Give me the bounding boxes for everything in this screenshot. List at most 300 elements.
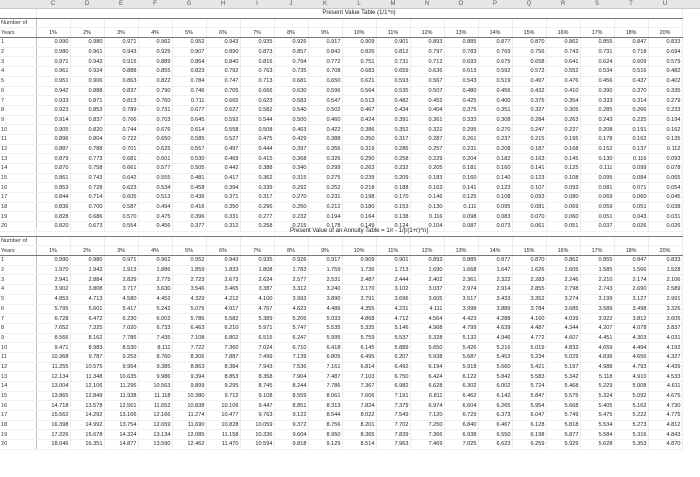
value-cell[interactable]: 2.283 [512,275,546,285]
value-cell[interactable]: 8.162 [70,333,104,343]
value-cell[interactable]: 15.562 [36,411,70,421]
value-cell[interactable]: 6.938 [444,430,478,440]
value-cell[interactable]: 0.650 [138,134,172,144]
year-cell[interactable]: 9 [0,115,36,125]
value-cell[interactable]: 0.432 [512,86,546,96]
blank-cell[interactable] [614,236,648,246]
value-cell[interactable]: 6.604 [444,401,478,411]
value-cell[interactable]: 0.317 [240,193,274,203]
value-cell[interactable]: 0.195 [546,134,580,144]
column-letter[interactable]: D [84,1,90,7]
value-cell[interactable]: 0.356 [308,144,342,154]
year-cell[interactable]: 1 [0,38,36,48]
value-cell[interactable]: 0.502 [308,105,342,115]
rate-header-cell[interactable]: 15% [512,246,546,256]
value-cell[interactable]: 0.980 [70,38,104,48]
value-cell[interactable]: 5.216 [478,343,512,353]
value-cell[interactable]: 0.087 [444,222,478,232]
value-cell[interactable]: 0.681 [274,76,308,86]
value-cell[interactable]: 0.376 [444,105,478,115]
value-cell[interactable]: 7.139 [274,352,308,362]
value-cell[interactable]: 0.116 [410,212,444,222]
value-cell[interactable]: 0.951 [36,76,70,86]
value-cell[interactable]: 3.890 [308,294,342,304]
rate-header-cell[interactable]: 7% [240,246,274,256]
value-cell[interactable]: 5.029 [546,352,580,362]
value-cell[interactable]: 0.286 [376,144,410,154]
value-cell[interactable]: 4.607 [546,333,580,343]
value-cell[interactable]: 7.786 [104,333,138,343]
value-cell[interactable]: 9.372 [274,420,308,430]
value-cell[interactable]: 0.390 [580,86,614,96]
value-cell[interactable]: 1.690 [410,265,444,275]
year-cell[interactable]: 19 [0,212,36,222]
rate-header-cell[interactable]: 15% [512,28,546,38]
value-cell[interactable]: 0.909 [342,256,376,266]
value-cell[interactable]: 0.368 [274,154,308,164]
value-cell[interactable]: 6.230 [104,314,138,324]
blank-cell[interactable] [0,227,36,236]
value-cell[interactable]: 0.160 [444,173,478,183]
value-cell[interactable]: 6.002 [138,314,172,324]
value-cell[interactable]: 7.435 [138,333,172,343]
value-cell[interactable]: 0.205 [410,164,444,174]
value-cell[interactable]: 0.952 [172,38,206,48]
value-cell[interactable]: 0.790 [138,86,172,96]
value-cell[interactable]: 2.743 [580,285,614,295]
value-cell[interactable]: 3.240 [308,285,342,295]
value-cell[interactable]: 0.163 [410,183,444,193]
value-cell[interactable]: 0.263 [546,115,580,125]
rate-header-cell[interactable]: 20% [648,28,682,38]
value-cell[interactable]: 0.351 [478,105,512,115]
value-cell[interactable]: 1.605 [546,265,580,275]
blank-cell[interactable] [546,18,580,28]
value-cell[interactable]: 0.534 [580,67,614,77]
value-cell[interactable]: 0.783 [444,47,478,57]
value-cell[interactable]: 0.855 [580,38,614,48]
value-cell[interactable]: 0.527 [206,134,240,144]
value-cell[interactable]: 0.693 [444,57,478,67]
value-cell[interactable]: 3.837 [648,323,682,333]
value-cell[interactable]: 0.391 [376,115,410,125]
value-cell[interactable]: 6.802 [206,333,240,343]
value-cell[interactable]: 0.601 [138,154,172,164]
value-cell[interactable]: 0.621 [342,76,376,86]
value-cell[interactable]: 0.751 [342,57,376,67]
value-cell[interactable]: 0.456 [138,222,172,232]
value-cell[interactable]: 18.046 [36,440,70,450]
value-cell[interactable]: 11.470 [206,440,240,450]
value-cell[interactable]: 0.887 [36,144,70,154]
value-cell[interactable]: 4.968 [410,323,444,333]
value-cell[interactable]: 0.557 [172,144,206,154]
value-cell[interactable]: 13.754 [104,420,138,430]
value-cell[interactable]: 4.192 [648,343,682,353]
value-cell[interactable]: 6.550 [478,430,512,440]
value-cell[interactable]: 0.130 [580,154,614,164]
value-cell[interactable]: 8.022 [342,411,376,421]
value-cell[interactable]: 3.274 [546,294,580,304]
value-cell[interactable]: 9.253 [104,352,138,362]
value-cell[interactable]: 0.766 [104,115,138,125]
value-cell[interactable]: 0.247 [512,125,546,135]
value-cell[interactable]: 0.051 [546,222,580,232]
value-cell[interactable]: 0.137 [614,144,648,154]
value-cell[interactable]: 3.465 [206,285,240,295]
value-cell[interactable]: 0.237 [478,134,512,144]
value-cell[interactable]: 0.534 [138,183,172,193]
value-cell[interactable]: 0.823 [172,67,206,77]
value-cell[interactable]: 0.773 [70,154,104,164]
column-letter[interactable]: T [629,1,633,7]
value-cell[interactable]: 1.970 [36,265,70,275]
blank-cell[interactable] [36,236,70,246]
value-cell[interactable]: 0.828 [36,212,70,222]
value-cell[interactable]: 8.201 [342,420,376,430]
blank-cell[interactable] [104,18,138,28]
year-cell[interactable]: 1 [0,256,36,266]
value-cell[interactable]: 11.274 [172,411,206,421]
blank-cell[interactable] [308,18,342,28]
column-letter[interactable]: H [220,1,226,7]
value-cell[interactable]: 0.069 [546,202,580,212]
value-cell[interactable]: 0.570 [104,212,138,222]
value-cell[interactable]: 0.231 [444,144,478,154]
year-cell[interactable]: 8 [0,105,36,115]
value-cell[interactable]: 4.078 [614,323,648,333]
value-cell[interactable]: 0.554 [104,222,138,232]
value-cell[interactable]: 5.582 [206,314,240,324]
value-cell[interactable]: 0.587 [104,202,138,212]
value-cell[interactable]: 2.531 [308,275,342,285]
value-cell[interactable]: 0.377 [172,222,206,232]
value-cell[interactable]: 7.824 [342,401,376,411]
value-cell[interactable]: 16.351 [70,440,104,450]
blank-cell[interactable] [512,236,546,246]
blank-cell[interactable] [376,18,410,28]
value-cell[interactable]: 0.980 [36,47,70,57]
value-cell[interactable]: 0.792 [206,67,240,77]
value-cell[interactable]: 8.061 [308,391,342,401]
value-cell[interactable]: 0.516 [614,67,648,77]
value-cell[interactable]: 0.840 [206,57,240,67]
value-cell[interactable]: 0.658 [512,57,546,67]
value-cell[interactable]: 12.166 [138,411,172,421]
value-cell[interactable]: 0.270 [478,125,512,135]
value-cell[interactable]: 14.877 [104,440,138,450]
value-cell[interactable]: 0.585 [172,134,206,144]
value-cell[interactable]: 0.530 [172,154,206,164]
value-cell[interactable]: 5.537 [376,333,410,343]
value-cell[interactable]: 0.837 [104,86,138,96]
value-cell[interactable]: 4.833 [546,343,580,353]
value-cell[interactable]: 0.677 [172,105,206,115]
value-cell[interactable]: 6.462 [444,391,478,401]
value-cell[interactable]: 6.047 [512,411,546,421]
rate-header-cell[interactable]: 7% [240,28,274,38]
value-cell[interactable]: 0.962 [138,256,172,266]
value-cell[interactable]: 5.092 [614,391,648,401]
value-cell[interactable]: 0.456 [478,86,512,96]
value-cell[interactable]: 3.433 [478,294,512,304]
value-cell[interactable]: 0.444 [240,144,274,154]
value-cell[interactable]: 0.871 [70,96,104,106]
value-cell[interactable]: 4.870 [648,440,682,450]
value-cell[interactable]: 0.099 [614,164,648,174]
value-cell[interactable]: 0.402 [648,76,682,86]
value-cell[interactable]: 0.833 [648,38,682,48]
value-cell[interactable]: 0.708 [308,67,342,77]
value-cell[interactable]: 0.340 [274,164,308,174]
value-cell[interactable]: 0.893 [410,256,444,266]
value-cell[interactable]: 4.212 [206,294,240,304]
value-cell[interactable]: 6.302 [444,382,478,392]
value-cell[interactable]: 8.760 [138,352,172,362]
value-cell[interactable]: 0.813 [104,96,138,106]
value-cell[interactable]: 5.335 [342,323,376,333]
value-cell[interactable]: 0.513 [138,193,172,203]
value-cell[interactable]: 0.711 [172,96,206,106]
value-cell[interactable]: 0.497 [206,144,240,154]
value-cell[interactable]: 9.129 [308,440,342,450]
rate-header-cell[interactable]: 13% [444,28,478,38]
value-cell[interactable]: 3.170 [342,285,376,295]
value-cell[interactable]: 0.820 [70,125,104,135]
value-cell[interactable]: 0.140 [478,173,512,183]
value-cell[interactable]: 0.614 [172,125,206,135]
value-cell[interactable]: 0.051 [580,212,614,222]
value-cell[interactable]: 5.342 [546,372,580,382]
value-cell[interactable]: 7.360 [206,343,240,353]
value-cell[interactable]: 16.398 [36,420,70,430]
value-cell[interactable]: 0.467 [342,105,376,115]
value-cell[interactable]: 0.331 [206,212,240,222]
value-cell[interactable]: 0.731 [580,47,614,57]
value-cell[interactable]: 1.886 [138,265,172,275]
rate-header-cell[interactable]: 17% [580,246,614,256]
value-cell[interactable]: 5.222 [614,411,648,421]
value-cell[interactable]: 5.995 [308,333,342,343]
value-cell[interactable]: 0.163 [512,154,546,164]
value-cell[interactable]: 6.982 [376,382,410,392]
value-cell[interactable]: 0.031 [648,212,682,222]
blank-cell[interactable] [580,18,614,28]
value-cell[interactable]: 0.624 [580,57,614,67]
rate-header-cell[interactable]: 14% [478,246,512,256]
rate-header-cell[interactable]: 4% [138,246,172,256]
value-cell[interactable]: 4.611 [648,382,682,392]
value-cell[interactable]: 12.134 [36,372,70,382]
blank-cell[interactable] [0,9,36,18]
value-cell[interactable]: 0.861 [36,173,70,183]
value-cell[interactable]: 0.098 [444,212,478,222]
year-cell[interactable]: 5 [0,294,36,304]
value-cell[interactable]: 0.577 [138,164,172,174]
value-cell[interactable]: 0.623 [240,96,274,106]
blank-cell[interactable] [478,236,512,246]
year-cell[interactable]: 7 [0,314,36,324]
value-cell[interactable]: 4.836 [580,352,614,362]
value-cell[interactable]: 0.645 [172,115,206,125]
column-letter[interactable]: C [50,1,56,7]
value-cell[interactable]: 0.397 [274,144,308,154]
value-cell[interactable]: 0.731 [138,105,172,115]
value-cell[interactable]: 0.885 [444,38,478,48]
value-cell[interactable]: 0.145 [546,154,580,164]
value-cell[interactable]: 0.277 [240,212,274,222]
value-cell[interactable]: 2.884 [70,275,104,285]
value-cell[interactable]: 3.352 [512,294,546,304]
blank-cell[interactable] [274,236,308,246]
blank-cell[interactable] [172,236,206,246]
value-cell[interactable]: 5.847 [512,391,546,401]
value-cell[interactable]: 2.361 [444,275,478,285]
value-cell[interactable]: 5.475 [580,411,614,421]
value-cell[interactable]: 0.429 [274,134,308,144]
blank-cell[interactable] [410,18,444,28]
value-cell[interactable]: 0.422 [308,125,342,135]
value-cell[interactable]: 0.971 [36,57,70,67]
value-cell[interactable]: 0.596 [308,86,342,96]
value-cell[interactable]: 9.604 [274,430,308,440]
value-cell[interactable]: 3.812 [614,314,648,324]
value-cell[interactable]: 0.627 [206,105,240,115]
value-cell[interactable]: 5.749 [546,411,580,421]
value-cell[interactable]: 0.333 [580,96,614,106]
value-cell[interactable]: 8.851 [274,401,308,411]
value-cell[interactable]: 9.471 [36,343,70,353]
year-cell[interactable]: 18 [0,202,36,212]
row-label-header[interactable]: Years [0,246,36,256]
value-cell[interactable]: 4.868 [342,314,376,324]
value-cell[interactable]: 4.039 [546,314,580,324]
value-cell[interactable]: 14.992 [70,420,104,430]
value-cell[interactable]: 8.756 [308,420,342,430]
value-cell[interactable]: 12.659 [138,420,172,430]
value-cell[interactable]: 0.038 [648,202,682,212]
value-cell[interactable]: 2.941 [36,275,70,285]
value-cell[interactable]: 4.487 [512,323,546,333]
year-cell[interactable]: 20 [0,222,36,232]
value-cell[interactable]: 5.019 [512,343,546,353]
value-cell[interactable]: 0.370 [614,86,648,96]
column-letter[interactable]: S [594,1,600,7]
value-cell[interactable]: 9.818 [274,440,308,450]
value-cell[interactable]: 4.767 [240,304,274,314]
column-letter[interactable]: P [492,1,498,7]
value-cell[interactable]: 0.816 [240,57,274,67]
value-cell[interactable]: 6.265 [478,401,512,411]
value-cell[interactable]: 0.879 [36,154,70,164]
value-cell[interactable]: 7.024 [240,343,274,353]
value-cell[interactable]: 5.008 [614,382,648,392]
value-cell[interactable]: 2.673 [206,275,240,285]
value-cell[interactable]: 6.142 [478,391,512,401]
column-letter[interactable]: L [357,1,361,7]
value-cell[interactable]: 0.564 [342,86,376,96]
value-cell[interactable]: 0.508 [240,125,274,135]
value-cell[interactable]: 0.350 [206,202,240,212]
value-cell[interactable]: 5.786 [172,314,206,324]
rate-header-cell[interactable]: 8% [274,28,308,38]
value-cell[interactable]: 0.130 [410,202,444,212]
row-label-header[interactable]: Number of [0,18,36,28]
value-cell[interactable]: 0.168 [546,144,580,154]
value-cell[interactable]: 7.487 [308,372,342,382]
value-cell[interactable]: 0.540 [274,105,308,115]
value-cell[interactable]: 0.917 [308,38,342,48]
value-cell[interactable]: 2.974 [444,285,478,295]
value-cell[interactable]: 8.111 [138,343,172,353]
value-cell[interactable]: 0.257 [410,144,444,154]
value-cell[interactable]: 0.295 [444,125,478,135]
value-cell[interactable]: 0.718 [614,47,648,57]
value-cell[interactable]: 0.279 [648,96,682,106]
value-cell[interactable]: 0.497 [512,76,546,86]
value-cell[interactable]: 4.659 [580,343,614,353]
value-cell[interactable]: 0.636 [410,67,444,77]
value-cell[interactable]: 0.870 [512,38,546,48]
year-cell[interactable]: 10 [0,125,36,135]
value-cell[interactable]: 5.426 [444,343,478,353]
value-cell[interactable]: 11.348 [70,372,104,382]
value-cell[interactable]: 0.354 [546,96,580,106]
value-cell[interactable]: 5.818 [546,420,580,430]
value-cell[interactable]: 7.191 [376,391,410,401]
rate-header-cell[interactable]: 5% [172,28,206,38]
value-cell[interactable]: 9.763 [240,411,274,421]
value-cell[interactable]: 5.324 [580,391,614,401]
value-cell[interactable]: 7.786 [308,382,342,392]
year-cell[interactable]: 4 [0,67,36,77]
value-cell[interactable]: 6.840 [444,420,478,430]
value-cell[interactable]: 5.877 [546,430,580,440]
column-letter[interactable]: E [118,1,124,7]
value-cell[interactable]: 13.004 [36,382,70,392]
value-cell[interactable]: 4.946 [478,333,512,343]
value-cell[interactable]: 1.808 [240,265,274,275]
value-cell[interactable]: 0.208 [478,144,512,154]
value-cell[interactable]: 0.104 [410,222,444,232]
year-cell[interactable]: 15 [0,173,36,183]
value-cell[interactable]: 0.772 [308,57,342,67]
value-cell[interactable]: 2.106 [648,275,682,285]
rate-header-cell[interactable]: 1% [36,28,70,38]
year-cell[interactable]: 15 [0,391,36,401]
value-cell[interactable]: 7.722 [172,343,206,353]
value-cell[interactable]: 3.037 [410,285,444,295]
value-cell[interactable]: 5.954 [512,401,546,411]
value-cell[interactable]: 0.784 [172,76,206,86]
value-cell[interactable]: 6.198 [512,430,546,440]
blank-cell[interactable] [376,236,410,246]
value-cell[interactable]: 0.836 [36,202,70,212]
value-cell[interactable]: 0.388 [308,134,342,144]
value-cell[interactable]: 4.344 [546,323,580,333]
value-cell[interactable]: 0.592 [206,115,240,125]
value-cell[interactable]: 0.070 [512,212,546,222]
value-cell[interactable]: 5.033 [308,314,342,324]
value-cell[interactable]: 0.054 [648,183,682,193]
value-cell[interactable]: 0.080 [546,193,580,203]
value-cell[interactable]: 0.666 [240,86,274,96]
value-cell[interactable]: 0.394 [206,183,240,193]
value-cell[interactable]: 12.462 [172,440,206,450]
value-cell[interactable]: 3.889 [478,304,512,314]
value-cell[interactable]: 6.259 [512,440,546,450]
value-cell[interactable]: 5.197 [546,362,580,372]
